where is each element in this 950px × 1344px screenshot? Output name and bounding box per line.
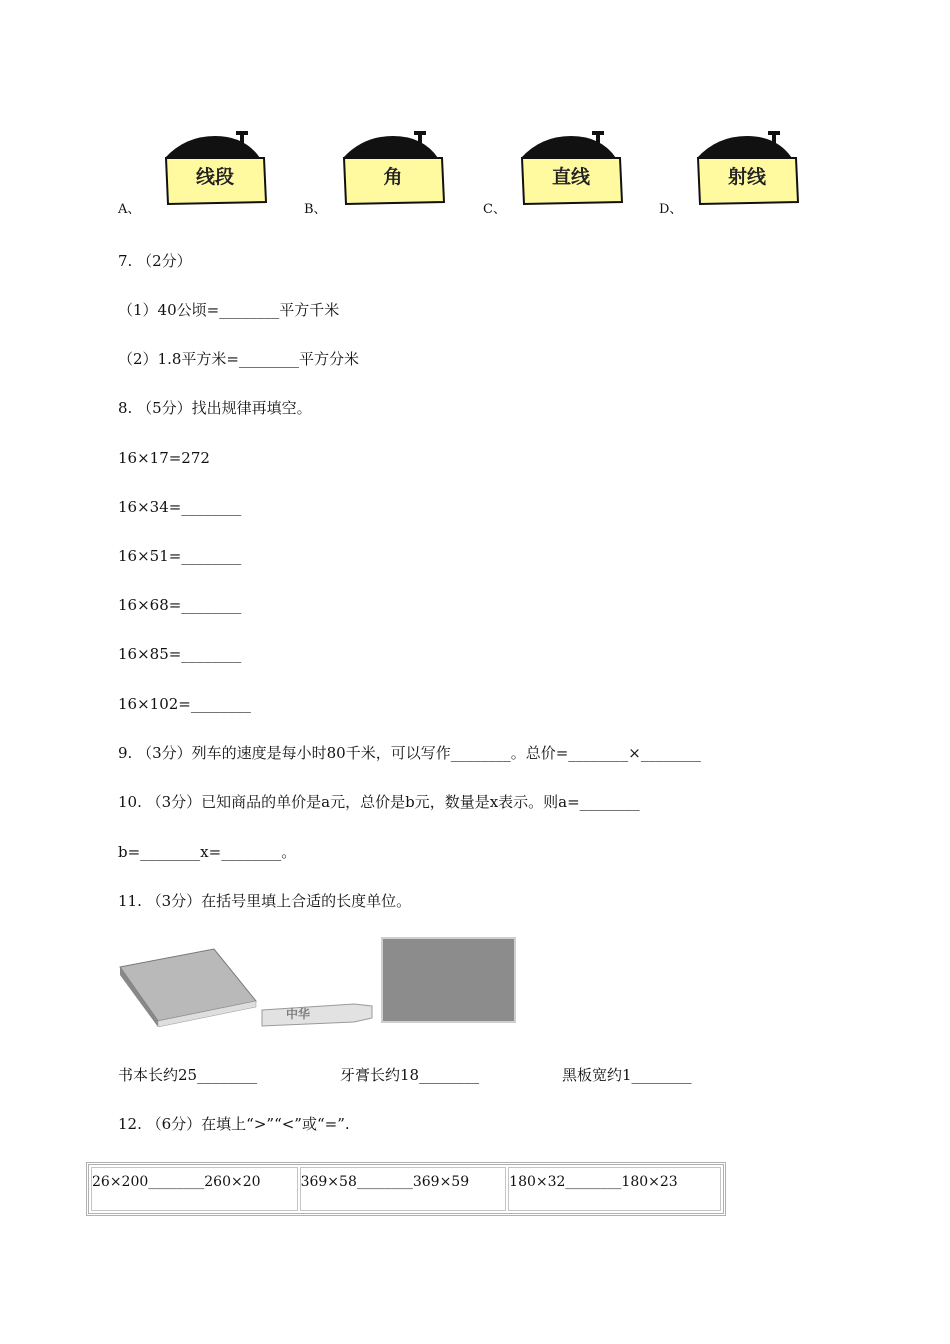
q8-line: 16×51=________ [118,547,242,565]
q9-text: 9. （3分）列车的速度是每小时80千米，可以写作________。总价=________×________ [118,744,701,762]
toothpaste-brand: 中华 [286,1007,311,1021]
option-letter-a: A、 [118,202,141,217]
blackboard-image [381,937,516,1023]
q11-caption-book: 书本长约25________ [118,1066,258,1084]
q8-line: 16×85=________ [118,645,242,663]
book-image [116,935,261,1027]
q12-comparison-table [86,1162,726,1216]
table-cell: 369×58________369×59 [300,1167,507,1211]
table-cell: 180×32________180×23 [508,1167,721,1211]
q11-header: 11. （3分）在括号里填上合适的长度单位。 [118,892,412,910]
house-label-b: 角 [383,166,403,188]
q8-line: 16×34=________ [118,498,242,516]
q8-line: 16×68=________ [118,596,242,614]
house-label-a: 线段 [195,166,234,188]
option-letter-c: C、 [483,202,506,217]
q11-caption-blackboard: 黑板宽约1________ [562,1066,692,1084]
table-cell: 26×200________260×20 [91,1167,298,1211]
house-label-d: 射线 [727,166,766,188]
q10-line-2: b=________x=________。 [118,843,297,861]
q12-header: 12. （6分）在填上“>”“<”或“=”. [118,1115,350,1133]
house-label-c: 直线 [551,166,590,188]
house-figure-a [160,128,270,208]
q7-line-2: （2）1.8平方米=________平方分米 [118,350,359,368]
q8-header: 8. （5分）找出规律再填空。 [118,399,312,417]
q8-line: 16×17=272 [118,449,210,467]
q7-line-1: （1）40公顷=________平方千米 [118,301,340,319]
house-figure-c [516,128,626,208]
toothpaste-image [258,1000,378,1030]
house-figure-d [692,128,802,208]
q8-line: 16×102=________ [118,695,251,713]
table-row [91,1167,721,1211]
option-letter-d: D、 [659,202,683,217]
option-letter-b: B、 [304,202,327,217]
q10-line-1: 10. （3分）已知商品的单价是a元，总价是b元，数量是x表示。则a=________ [118,793,640,811]
q11-caption-toothpaste: 牙膏长约18________ [340,1066,480,1084]
q7-header: 7. （2分） [118,252,192,270]
house-figure-b [338,128,448,208]
